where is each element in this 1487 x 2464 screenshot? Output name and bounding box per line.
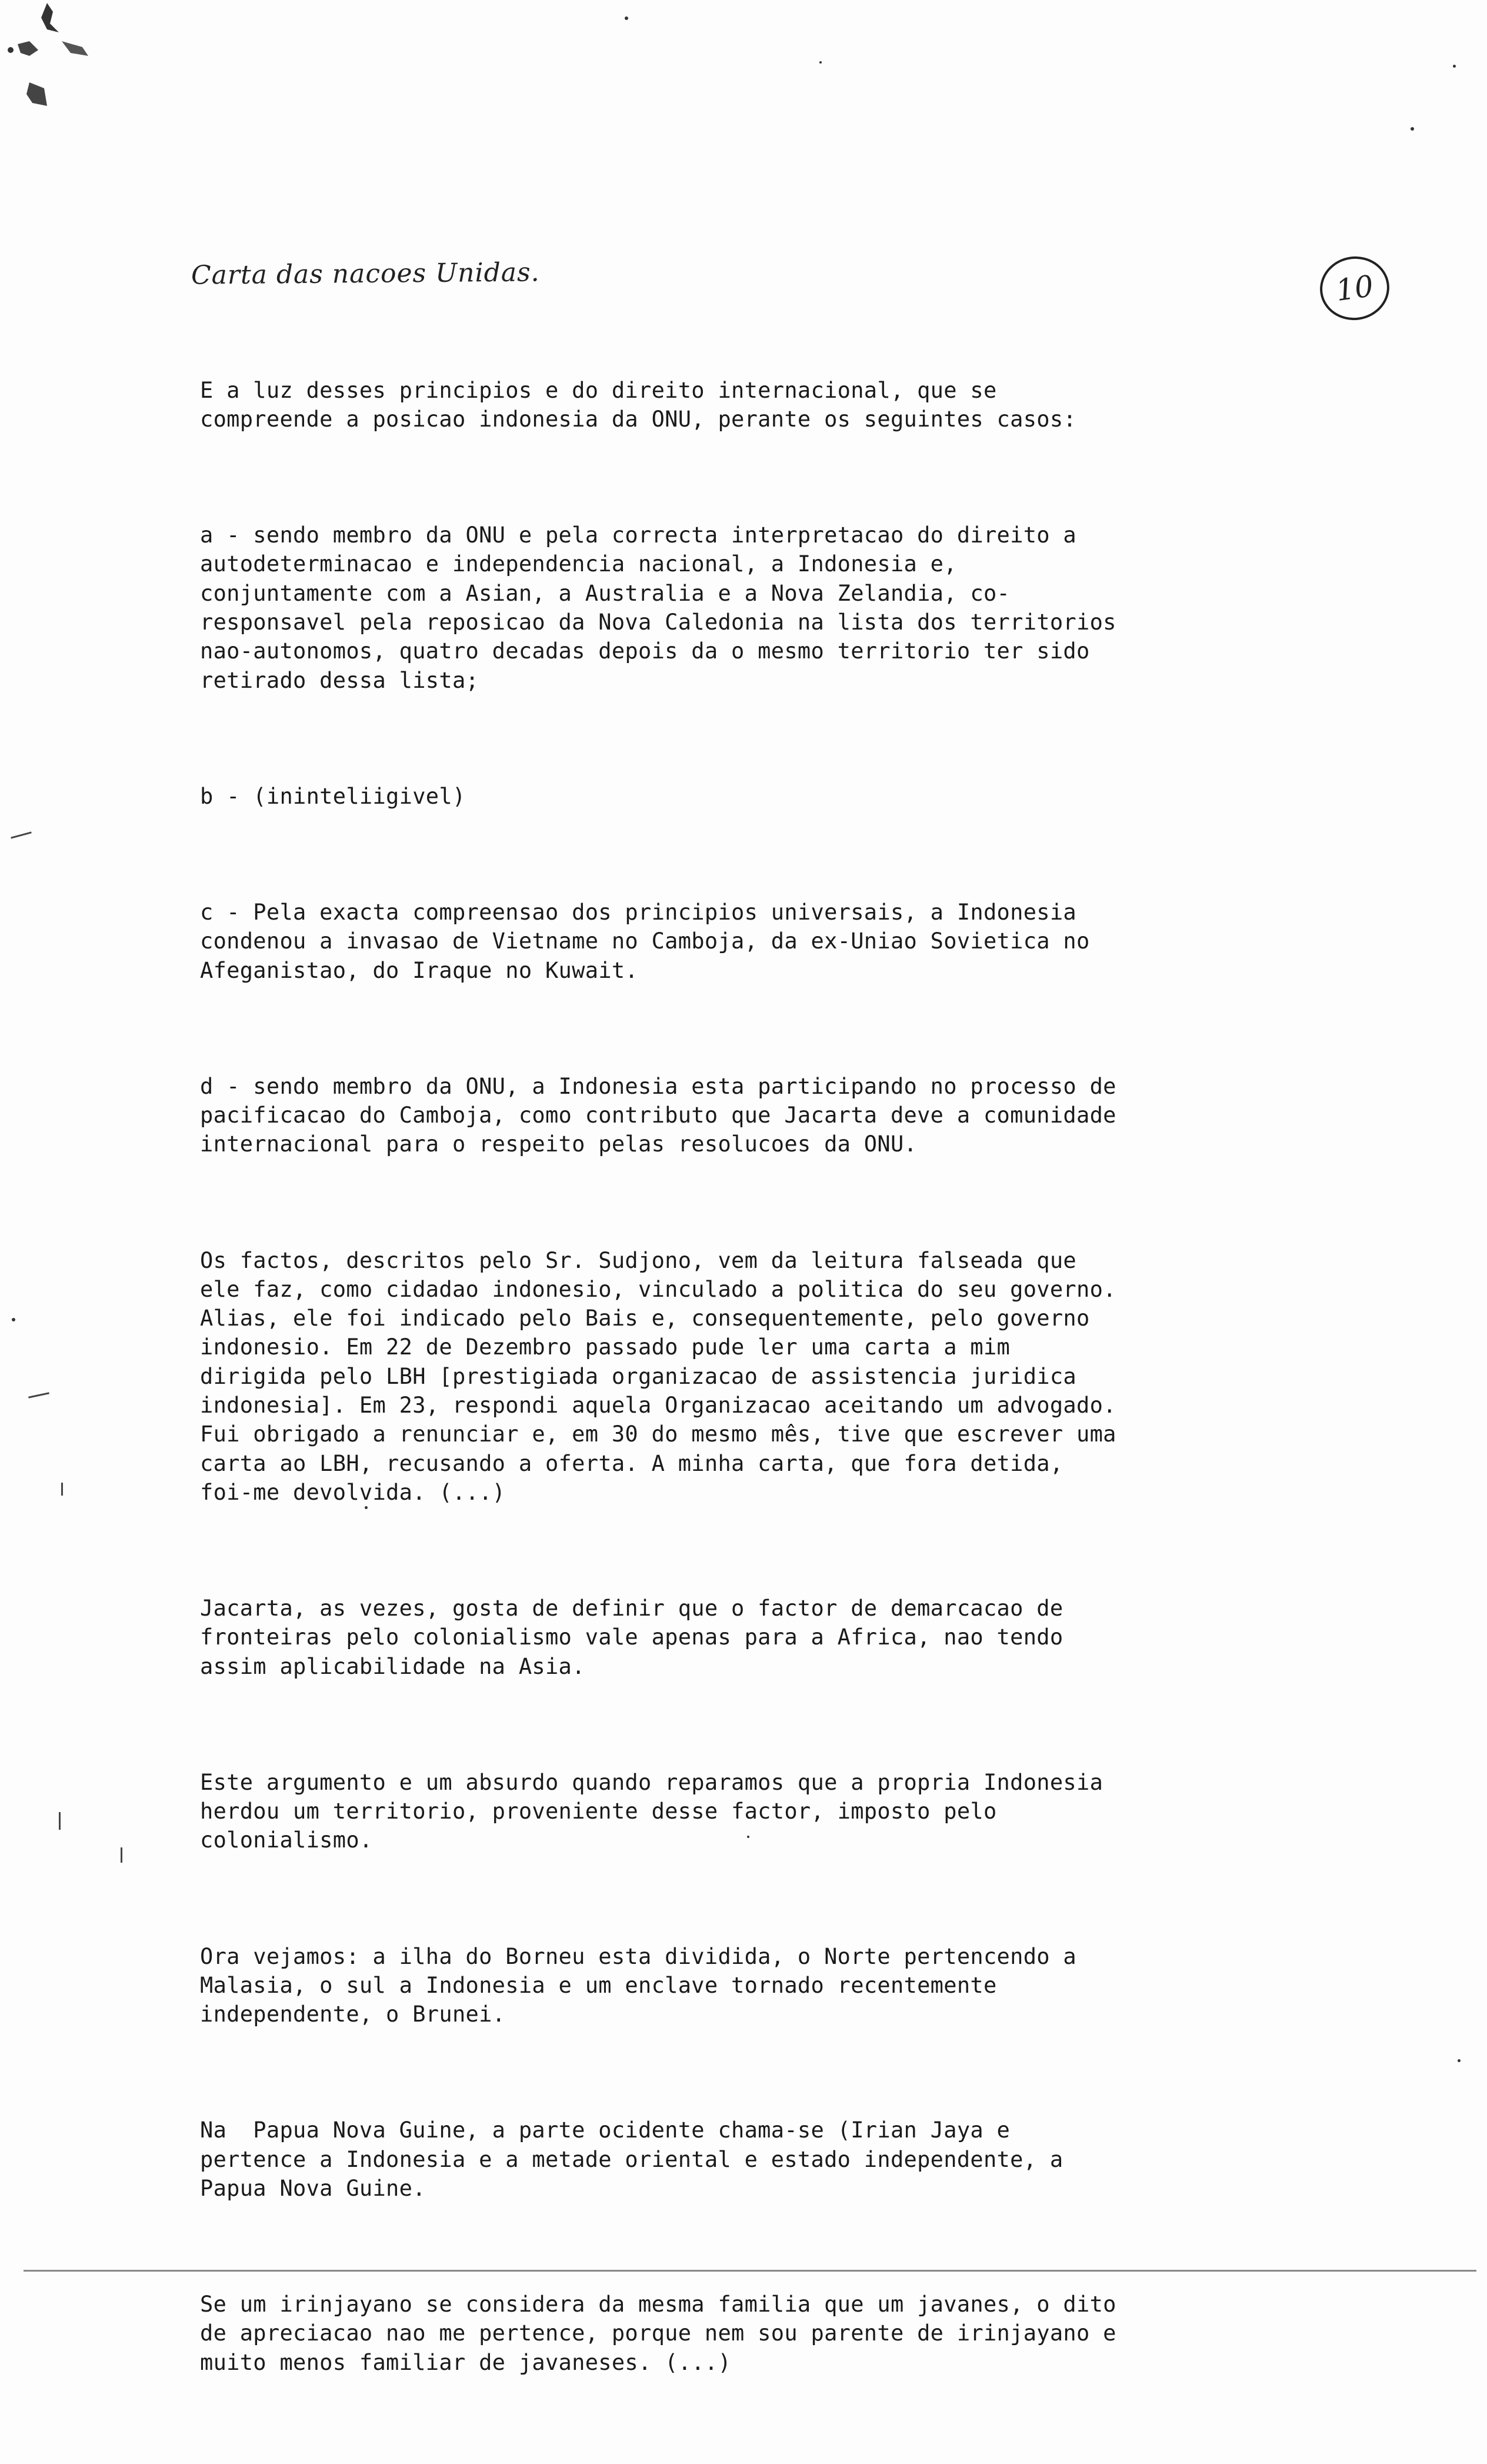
scan-edge-mark: [28, 1392, 49, 1398]
paragraph-item-a: a - sendo membro da ONU e pela correcta interpretacao do direito a autodeterminacao e independencia nacional, a Indonesia e, conjuntamente com a Asian, a Australia e a Nova Zelandia, co- responsavel pela reposicao da Nova Caledonia na lista dos territorios nao-autonomos, quatro decadas depois da o mesmo territorio ter sido retirado dessa lista;: [200, 522, 1116, 693]
scan-speck: [747, 1836, 749, 1838]
handwritten-heading: Carta das nacoes Unidas.: [191, 257, 540, 291]
page-bottom-edge: [24, 2270, 1476, 2272]
paragraph-papua: Na Papua Nova Guine, a parte ocidente chama-se (Irian Jaya e pertence a Indonesia e a metade oriental e estado independente, a Papua Nova Guine.: [200, 2117, 1063, 2201]
scan-speck: [1411, 127, 1414, 131]
scan-speck: [12, 1318, 15, 1321]
paragraph-borneu: Ora vejamos: a ilha do Borneu esta dividida, o Norte pertencendo a Malasia, o sul a Indonesia e um enclave tornado recentemente independente, o Brunei.: [200, 1943, 1077, 2027]
scan-speck: [625, 16, 628, 20]
paragraph-jacarta: Jacarta, as vezes, gosta de definir que o factor de demarcacao de fronteiras pelo colonialismo vale apenas para a Africa, nao tendo assim aplicabilidade na Asia.: [200, 1596, 1063, 1679]
page-number-text: 10: [1333, 268, 1376, 308]
scan-edge-mark: [61, 1483, 63, 1496]
paragraph-irinjayano: Se um irinjayano se considera da mesma familia que um javanes, o dito de apreciacao nao me pertence, porque nem sou parente de irinjayano e muito menos familiar de javaneses. (...): [200, 2292, 1116, 2375]
scan-edge-mark: [59, 1812, 61, 1830]
scan-speck: [1453, 65, 1456, 68]
paragraph-intro: E a luz desses principios e do direito internacional, que se compreende a posicao indonesia da ONU, perante os seguintes casos:: [200, 377, 1077, 432]
corner-smudge-mark: [6, 0, 94, 118]
scan-speck: [1458, 2059, 1461, 2062]
paragraph-item-d: d - sendo membro da ONU, a Indonesia esta participando no processo de pacificacao do Camboja, como contributo que Jacarta deve a comunidade internacional para o respeito pelas resolucoes da ONU.: [200, 1073, 1116, 1157]
scan-speck: [365, 1506, 368, 1509]
scan-edge-mark: [121, 1847, 122, 1863]
scan-edge-mark: [11, 831, 32, 838]
paragraph-item-b: b - (ininteliigivel): [200, 783, 466, 809]
document-body: [200, 318, 1188, 2464]
paragraph-sudjono: Os factos, descritos pelo Sr. Sudjono, vem da leitura falseada que ele faz, como cidadao indonesio, vinculado a politica do seu governo. Alias, ele foi indicado pelo Bais e, consequentemente, pelo governo indonesio. Em 22 de Dezembro passado pude ler uma carta a mim dirigida pelo LBH [prestigiada organizacao de assistencia juridica indonesia]. Em 23, respondi aquela Organizacao aceitando um advogado. Fui obrigado a renunciar e, em 30 do mesmo mês, tive que escrever uma carta ao LBH, recusando a oferta. A minha carta, que fora detida, foi-me devolvida. (...): [200, 1247, 1116, 1505]
paragraph-item-c: c - Pela exacta compreensao dos principios universais, a Indonesia condenou a invasao de Vietname no Camboja, da ex-Uniao Sovietica no Afeganistao, do Iraque no Kuwait.: [200, 899, 1090, 983]
paragraph-argumento: Este argumento e um absurdo quando reparamos que a propria Indonesia herdou um territorio, proveniente desse factor, imposto pelo colonialismo.: [200, 1769, 1103, 1853]
scan-speck: [819, 61, 822, 64]
circled-page-number: [1316, 252, 1393, 324]
